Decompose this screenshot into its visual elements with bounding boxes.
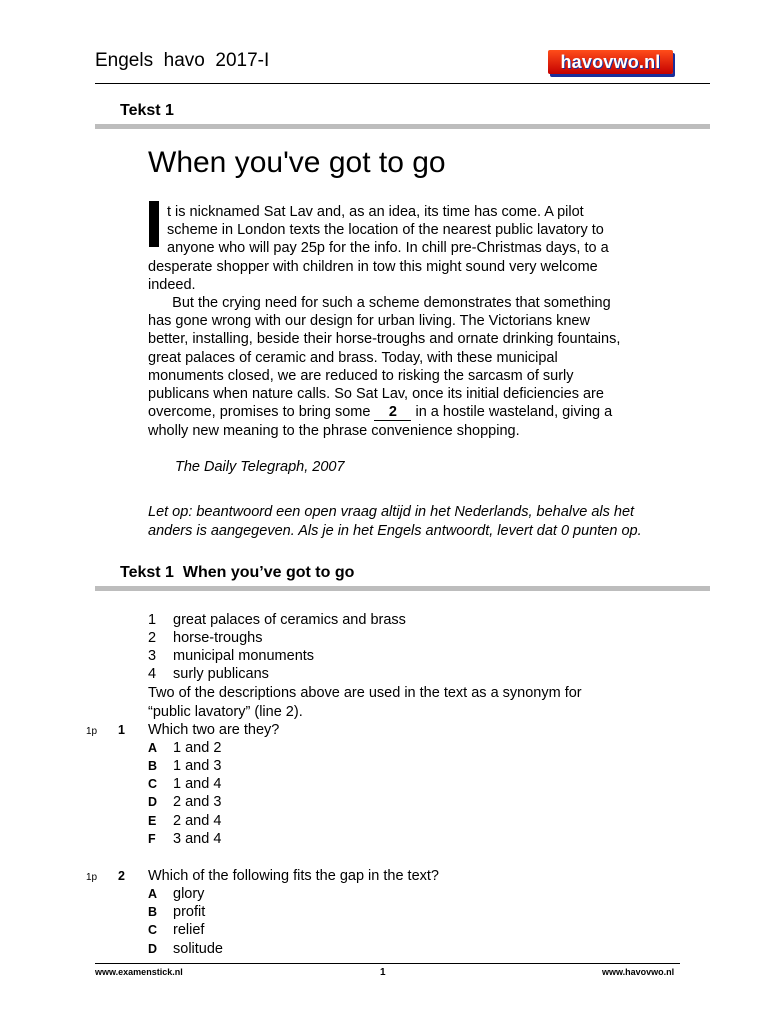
logo-text: havovwo.nl — [560, 52, 661, 72]
list-item-text: municipal monuments — [173, 648, 315, 664]
list-item-number: 1 — [148, 612, 157, 628]
list-item-text: great palaces of ceramics and brass — [173, 612, 406, 628]
footer-divider — [95, 963, 680, 964]
question-points: 1p — [86, 726, 98, 737]
text-section-label: Tekst 1 — [120, 102, 174, 119]
list-item-number: 2 — [148, 630, 157, 646]
answer-option[interactable]: relief — [173, 922, 205, 938]
footer-right-link[interactable]: www.havovwo.nl — [602, 967, 675, 977]
paragraph-line: monuments closed, we are reduced to risking the sarcasm of surly — [148, 368, 574, 384]
gap-number: 2 — [374, 405, 411, 421]
answer-option[interactable]: 1 and 4 — [173, 776, 222, 792]
answer-option[interactable]: 2 and 3 — [173, 794, 222, 810]
option-letter: F — [148, 832, 156, 846]
footer-left-link[interactable]: www.examenstick.nl — [95, 967, 183, 977]
paragraph-line: great palaces of ceramic and brass. Today, with these municipal — [148, 350, 558, 366]
answer-option[interactable]: solitude — [173, 941, 223, 957]
answer-option[interactable]: profit — [173, 904, 206, 920]
header-divider — [95, 83, 710, 84]
question-points: 1p — [86, 872, 98, 883]
intro-text-line: “public lavatory” (line 2). — [148, 704, 303, 720]
paragraph-line: scheme in London texts the location of the nearest public lavatory to — [167, 222, 604, 238]
list-item-text: surly publicans — [173, 666, 269, 682]
paragraph-gap-line — [148, 403, 612, 421]
gap-line-after: in a hostile wasteland, giving a — [411, 404, 613, 420]
paragraph-line: indeed. — [148, 277, 196, 293]
article-source: The Daily Telegraph, 2007 — [175, 459, 345, 475]
paragraph-line: But the crying need for such a scheme demonstrates that something — [148, 295, 611, 311]
option-letter: C — [148, 777, 158, 791]
answer-option[interactable]: 2 and 4 — [173, 813, 222, 829]
notice-line: Let op: beantwoord een open vraag altijd in het Nederlands, behalve als het — [148, 504, 635, 520]
option-letter: C — [148, 923, 158, 937]
option-letter: E — [148, 814, 157, 828]
page-number: 1 — [380, 967, 386, 978]
option-letter: A — [148, 741, 158, 755]
paragraph-line: t is nicknamed Sat Lav and, as an idea, its time has come. A pilot — [167, 204, 584, 220]
option-letter: A — [148, 887, 158, 901]
dropcap-letter — [149, 201, 159, 247]
paragraph-line: has gone wrong with our design for urban living. The Victorians knew — [148, 313, 590, 329]
question-number: 2 — [118, 869, 125, 883]
article-title: When you've got to go — [148, 146, 446, 179]
intro-text-line: Two of the descriptions above are used in the text as a synonym for — [148, 685, 582, 701]
paragraph-line: desperate shopper with children in tow this might sound very welcome — [148, 259, 598, 275]
answer-option[interactable]: 3 and 4 — [173, 831, 222, 847]
option-letter: B — [148, 759, 158, 773]
list-item-number: 3 — [148, 648, 157, 664]
section-divider — [95, 586, 710, 591]
paragraph-line: wholly new meaning to the phrase convenience shopping. — [148, 423, 520, 439]
paragraph-line: better, installing, beside their horse-troughs and ornate drinking fountains, — [148, 331, 621, 347]
answer-option[interactable]: 1 and 3 — [173, 758, 222, 774]
list-item-number: 4 — [148, 666, 157, 682]
exam-title: Engels havo 2017-I — [95, 50, 270, 71]
question-text: Which of the following fits the gap in the text? — [148, 868, 439, 884]
question-number: 1 — [118, 723, 125, 737]
option-letter: D — [148, 795, 158, 809]
paragraph-line: publicans when nature calls. So Sat Lav, once its initial deficiencies are — [148, 386, 604, 402]
gap-line-before: overcome, promises to bring some — [148, 404, 375, 420]
questions-section-label: Tekst 1 When you’ve got to go — [120, 564, 355, 581]
answer-option[interactable]: 1 and 2 — [173, 740, 222, 756]
section-divider — [95, 124, 710, 129]
list-item-text: horse-troughs — [173, 630, 263, 646]
answer-option[interactable]: glory — [173, 886, 205, 902]
option-letter: B — [148, 905, 158, 919]
havovwo-logo[interactable] — [548, 50, 673, 74]
paragraph-line: anyone who will pay 25p for the info. In chill pre-Christmas days, to a — [167, 240, 609, 256]
notice-line: anders is aangegeven. Als je in het Engels antwoordt, levert dat 0 punten op. — [148, 523, 642, 539]
question-text: Which two are they? — [148, 722, 280, 738]
option-letter: D — [148, 942, 158, 956]
